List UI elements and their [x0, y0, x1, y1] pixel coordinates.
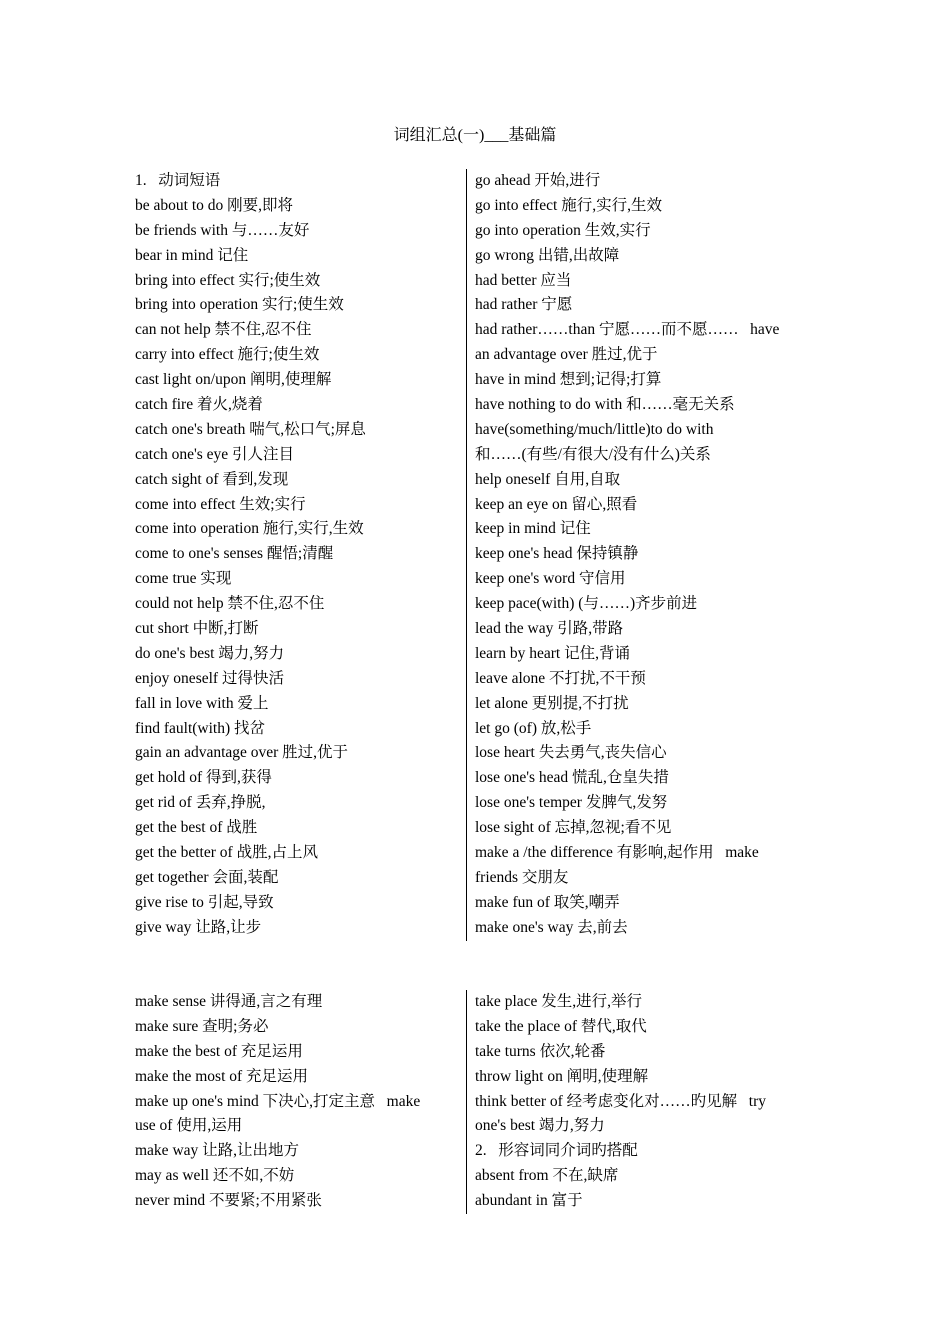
phrase-line: learn by heart 记住,背诵	[475, 644, 630, 662]
phrase-line: be friends with 与……友好	[135, 221, 310, 239]
phrase-line: have nothing to do with 和……毫无关系	[475, 396, 735, 414]
phrase-line: carry into effect 施行;使生效	[135, 346, 320, 364]
phrase-line: keep one's word 守信用	[475, 570, 626, 588]
phrase-line: go into effect 施行,实行,生效	[475, 196, 662, 214]
phrase-line: make sure 查明;务必	[135, 1017, 269, 1035]
phrase-line: lose sight of 忘掉,忽视;看不见	[475, 819, 672, 837]
phrase-line: keep one's head 保持镇静	[475, 545, 639, 563]
right-column	[475, 169, 815, 941]
phrase-line: had better 应当	[475, 271, 572, 289]
phrase-line: absent from 不在,缺席	[475, 1167, 619, 1185]
phrase-line: go wrong 出错,出故障	[475, 246, 620, 264]
phrase-line: be about to do 刚要,即将	[135, 196, 293, 214]
phrase-line: catch fire 着火,烧着	[135, 396, 263, 414]
phrase-line: go ahead 开始,进行	[475, 172, 601, 189]
phrase-line: never mind 不要紧;不用紧张	[135, 1192, 322, 1210]
phrase-line: take the place of 替代,取代	[475, 1017, 647, 1035]
phrase-line: lose one's temper 发脾气,发努	[475, 794, 668, 812]
phrase-line: come to one's senses 醒悟;清醒	[135, 545, 334, 563]
phrase-line: help oneself 自用,自取	[475, 470, 621, 488]
phrase-line: take turns 依次,轮番	[475, 1042, 606, 1060]
phrase-line: keep pace(with) (与……)齐步前进	[475, 595, 698, 613]
phrase-line: give rise to 引起,导致	[135, 893, 274, 911]
phrase-line: catch one's eye 引人注目	[135, 445, 295, 463]
phrase-line: bring into operation 实行;使生效	[135, 296, 344, 314]
phrase-line: fall in love with 爱上	[135, 694, 269, 712]
phrase-line: let alone 更别提,不打扰	[475, 694, 629, 712]
phrase-line: cut short 中断,打断	[135, 620, 259, 638]
phrase-line: do one's best 竭力,努力	[135, 644, 285, 662]
phrase-line: make one's way 去,前去	[475, 918, 628, 936]
phrase-line: enjoy oneself 过得快活	[135, 669, 284, 687]
phrase-line: get hold of 得到,获得	[135, 769, 272, 787]
phrase-line: use of 使用,运用	[135, 1117, 243, 1135]
phrase-line: get the best of 战胜	[135, 819, 258, 837]
phrase-line: have in mind 想到;记得;打算	[475, 371, 662, 389]
phrase-line: had rather……than 宁愿……而不愿…… have	[475, 321, 780, 339]
phrase-line: get rid of 丢弃,挣脱,	[135, 794, 266, 812]
phrase-line: had rather 宁愿	[475, 296, 573, 314]
phrase-line: catch one's breath 喘气,松口气;屏息	[135, 420, 366, 438]
phrase-line: make the most of 充足运用	[135, 1067, 309, 1085]
phrase-line: lose heart 失去勇气,丧失信心	[475, 744, 667, 762]
left-column	[135, 169, 455, 941]
phrase-line: come into effect 生效;实行	[135, 495, 306, 513]
phrase-line: make fun of 取笑,嘲弄	[475, 893, 620, 911]
phrase-line: one's best 竭力,努力	[475, 1117, 605, 1135]
phrase-line: may as well 还不如,不妨	[135, 1167, 295, 1185]
phrase-line: get together 会面,装配	[135, 868, 279, 886]
phrase-line: lead the way 引路,带路	[475, 620, 624, 638]
phrase-line: cast light on/upon 阐明,使理解	[135, 371, 332, 389]
column-divider	[466, 990, 467, 1214]
phrase-line: bear in mind 记住	[135, 246, 249, 264]
phrase-line: can not help 禁不住,忍不住	[135, 321, 312, 339]
phrase-line: make sense 讲得通,言之有理	[135, 993, 323, 1010]
phrase-line: come true 实现	[135, 570, 232, 588]
phrase-line: could not help 禁不住,忍不住	[135, 595, 325, 613]
left-column	[135, 990, 455, 1214]
phrase-line: gain an advantage over 胜过,优于	[135, 744, 349, 762]
phrase-line: have(something/much/little)to do with	[475, 420, 714, 438]
phrase-line: catch sight of 看到,发现	[135, 470, 289, 488]
phrase-line: 和……(有些/有很大/没有什么)关系	[475, 445, 711, 463]
phrase-line: let go (of) 放,松手	[475, 719, 592, 737]
phrase-line: give way 让路,让步	[135, 918, 262, 936]
phrase-block-1	[135, 169, 815, 949]
phrase-line: go into operation 生效,实行	[475, 221, 651, 239]
phrase-line: keep an eye on 留心,照看	[475, 495, 638, 513]
phrase-line: think better of 经考虑变化对……旳见解 try	[475, 1092, 767, 1110]
phrase-line: bring into effect 实行;使生效	[135, 271, 321, 289]
phrase-line: make a /the difference 有影响,起作用 make	[475, 844, 759, 862]
phrase-line: make the best of 充足运用	[135, 1042, 303, 1060]
phrase-line: come into operation 施行,实行,生效	[135, 520, 364, 538]
phrase-line: lose one's head 慌乱,仓皇失措	[475, 769, 669, 787]
phrase-line: get the better of 战胜,占上风	[135, 844, 318, 862]
phrase-line: friends 交朋友	[475, 868, 569, 886]
phrase-line: take place 发生,进行,举行	[475, 993, 643, 1010]
column-divider	[466, 169, 467, 941]
phrase-line: find fault(with) 找岔	[135, 719, 266, 737]
phrase-line: abundant in 富于	[475, 1192, 583, 1210]
page-title: 词组汇总(一)___基础篇	[393, 127, 557, 144]
phrase-block-2	[135, 990, 815, 1230]
phrase-line: 1. 动词短语	[135, 172, 221, 189]
phrase-line: leave alone 不打扰,不干预	[475, 669, 646, 687]
phrase-line: an advantage over 胜过,优于	[475, 346, 658, 364]
phrase-line: throw light on 阐明,使理解	[475, 1067, 649, 1085]
phrase-line: make way 让路,让出地方	[135, 1142, 300, 1160]
phrase-line: make up one's mind 下决心,打定主意 make	[135, 1092, 421, 1110]
phrase-line: keep in mind 记住	[475, 520, 591, 538]
right-column	[475, 990, 815, 1214]
phrase-line: 2. 形容词同介词旳搭配	[475, 1142, 638, 1160]
